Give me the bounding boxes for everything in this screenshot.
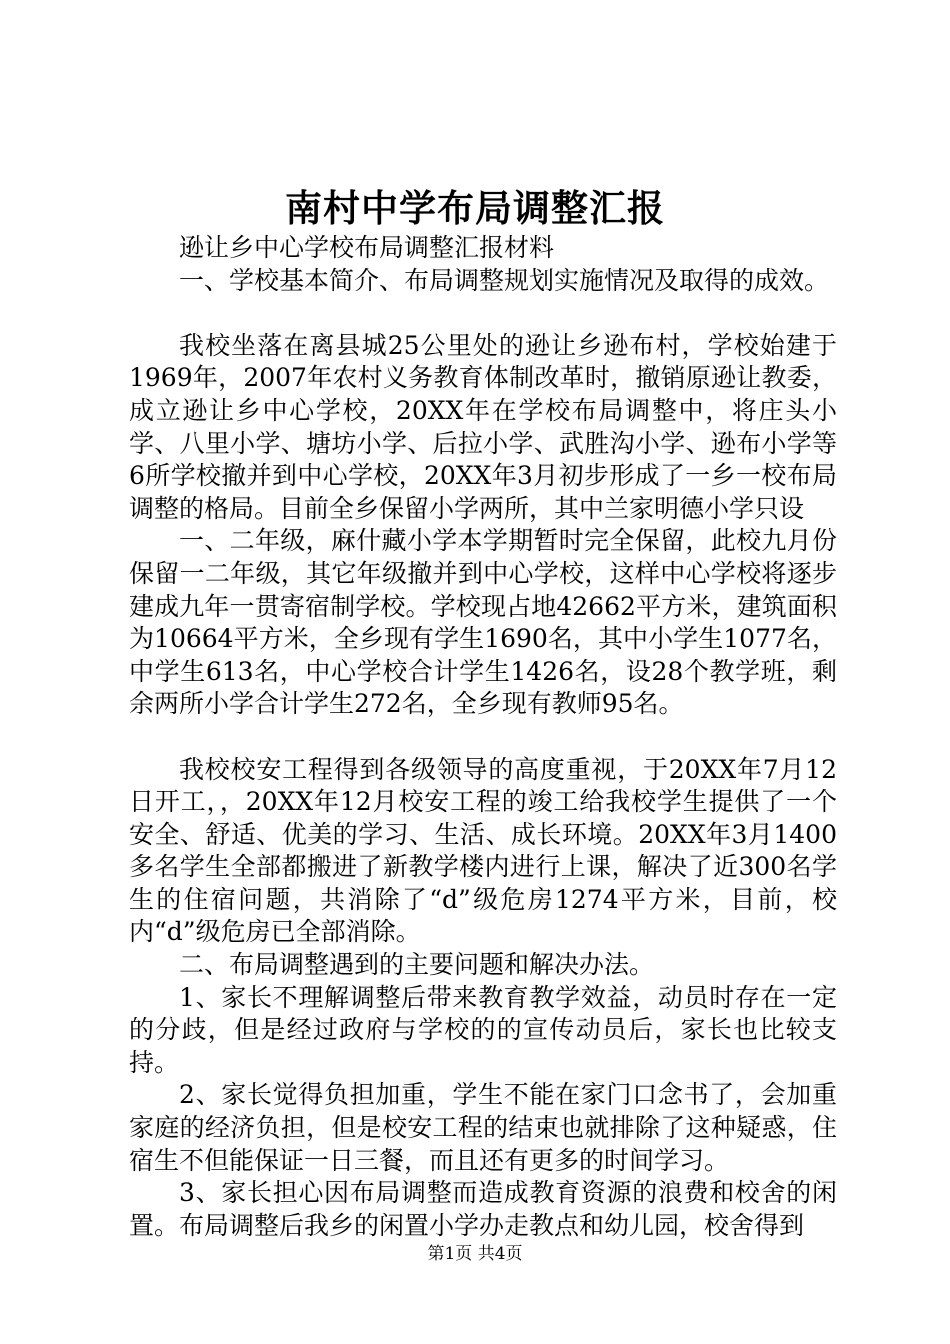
paragraph-4: 1、家长不理解调整后带来教育教学效益，动员时存在一定的分歧，但是经过政府与学校的的宣传动员后，家长也比较支持。 bbox=[129, 982, 837, 1077]
paragraph-gap bbox=[129, 297, 837, 330]
paragraph-1: 我校坐落在离县城25公里处的逊让乡逊布村，学校始建于1969年，2007年农村义务教育体制改革时，撤销原逊让教委，成立逊让乡中心学校，20XX年在学校布局调整中，将庄头小学、八里小学、塘坊小学、后拉小学、武胜沟小学、逊布小学等6所学校撤并到中心学校，20XX年3月初步形成了一乡一校布局调整的格局。目前全乡保留小学两所，其中兰家明德小学只设 bbox=[129, 330, 837, 523]
document-subtitle: 逊让乡中心学校布局调整汇报材料 bbox=[179, 233, 555, 262]
page-number-footer: 第1页 共4页 bbox=[427, 1244, 523, 1264]
paragraph-2: 一、二年级，麻什藏小学本学期暂时完全保留，此校九月份保留一二年级，其它年级撤并到中心学校，这样中心学校将逐步建成九年一贯寄宿制学校。学校现占地42662平方米，建筑面积为10664平方米，全乡现有学生1690名，其中小学生1077名，中学生613名，中心学校合计学生1426名，设28个教学班，剩余两所小学合计学生272名，全乡现有教师95名。 bbox=[129, 526, 837, 719]
document-body bbox=[129, 232, 837, 1242]
section-heading-1: 一、学校基本简介、布局调整规划实施情况及取得的成效。 bbox=[179, 265, 830, 295]
paragraph-6: 3、家长担心因布局调整而造成教育资源的浪费和校舍的闲置。布局调整后我乡的闲置小学办走教点和幼儿园，校舍得到 bbox=[129, 1178, 837, 1240]
page-title: 南村中学布局调整汇报 bbox=[285, 186, 665, 230]
paragraph-gap bbox=[129, 721, 837, 754]
paragraph-5: 2、家长觉得负担加重，学生不能在家门口念书了，会加重家庭的经济负担，但是校安工程的结束也就排除了这种疑惑，住宿生不但能保证一日三餐，而且还有更多的时间学习。 bbox=[129, 1080, 837, 1175]
paragraph-3: 我校校安工程得到各级领导的高度重视，于20XX年7月12日开工，，20XX年12月校安工程的竣工给我校学生提供了一个安全、舒适、优美的学习、生活、成长环境。20XX年3月1400多名学生全部都搬进了新教学楼内进行上课，解决了近300名学生的住宿问题，共消除了“d”级危房1274平方米，目前，校内“d”级危房已全部消除。 bbox=[129, 754, 837, 947]
section-heading-2: 二、布局调整遇到的主要问题和解决办法。 bbox=[179, 950, 655, 980]
